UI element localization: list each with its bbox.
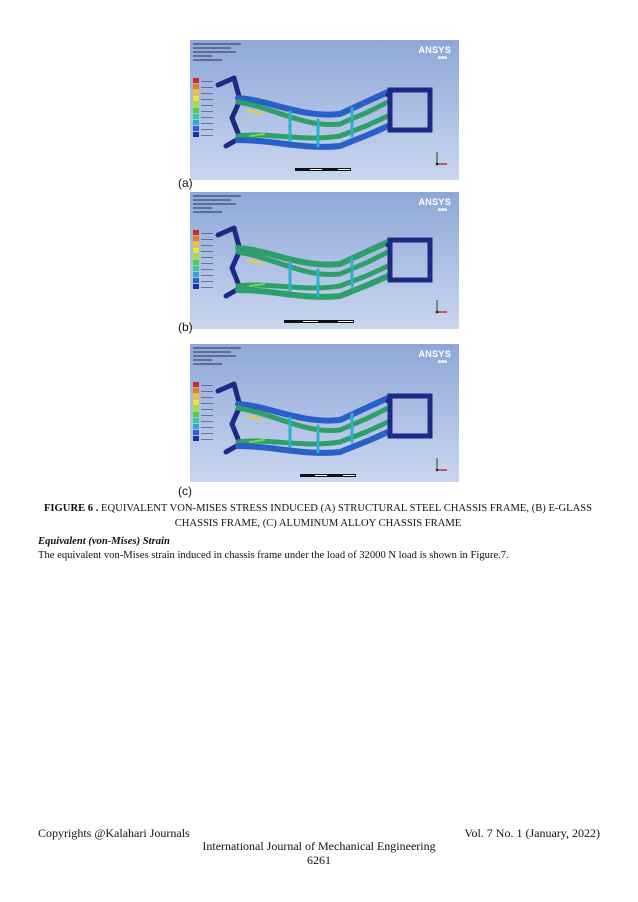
figure-panel-c (190, 344, 459, 482)
scale-bar (284, 320, 354, 323)
page-number: 6261 (307, 853, 331, 867)
scale-bar (295, 168, 351, 171)
ansys-logo: ANSYS (418, 45, 451, 55)
coordinate-axis-icon (434, 456, 448, 472)
ansys-version-mark: ■■■ (437, 55, 447, 61)
figure-panel-b (190, 192, 459, 329)
coordinate-axis-icon (434, 298, 448, 314)
section-heading: Equivalent (von-Mises) Strain (38, 536, 170, 547)
panel-label-c: (c) (178, 484, 192, 498)
figure-caption-label: FIGURE 6 . (43, 503, 99, 514)
scale-bar (300, 474, 356, 477)
figure-caption-text: EQUIVALENT VON-MISES STRESS INDUCED (A) STRUCTURAL STEEL CHASSIS FRAME, (B) E-GLASS CHASSIS FRAME, (C) ALUMINUM ALLOY CHASSIS FRAME (98, 503, 593, 529)
footer-copyright: Copyrights @Kalahari Journals (38, 826, 190, 840)
ansys-logo: ANSYS (418, 349, 451, 359)
ansys-version-mark: ■■■ (437, 207, 447, 213)
figure-caption (38, 501, 598, 531)
footer-volume: Vol. 7 No. 1 (January, 2022) (464, 826, 600, 840)
ansys-logo: ANSYS (418, 197, 451, 207)
chassis-frame-model (190, 40, 459, 180)
footer-journal-name: International Journal of Mechanical Engineering (202, 839, 436, 853)
panel-label-a: (a) (178, 176, 193, 190)
figure-panel-a (190, 40, 459, 180)
chassis-frame-model (190, 192, 459, 329)
chassis-frame-model (190, 344, 459, 482)
body-paragraph: The equivalent von-Mises strain induced in chassis frame under the load of 32000 N load is shown in Figure.7. (38, 550, 509, 561)
panel-label-b: (b) (178, 320, 193, 334)
coordinate-axis-icon (434, 150, 448, 166)
ansys-version-mark: ■■■ (437, 359, 447, 365)
